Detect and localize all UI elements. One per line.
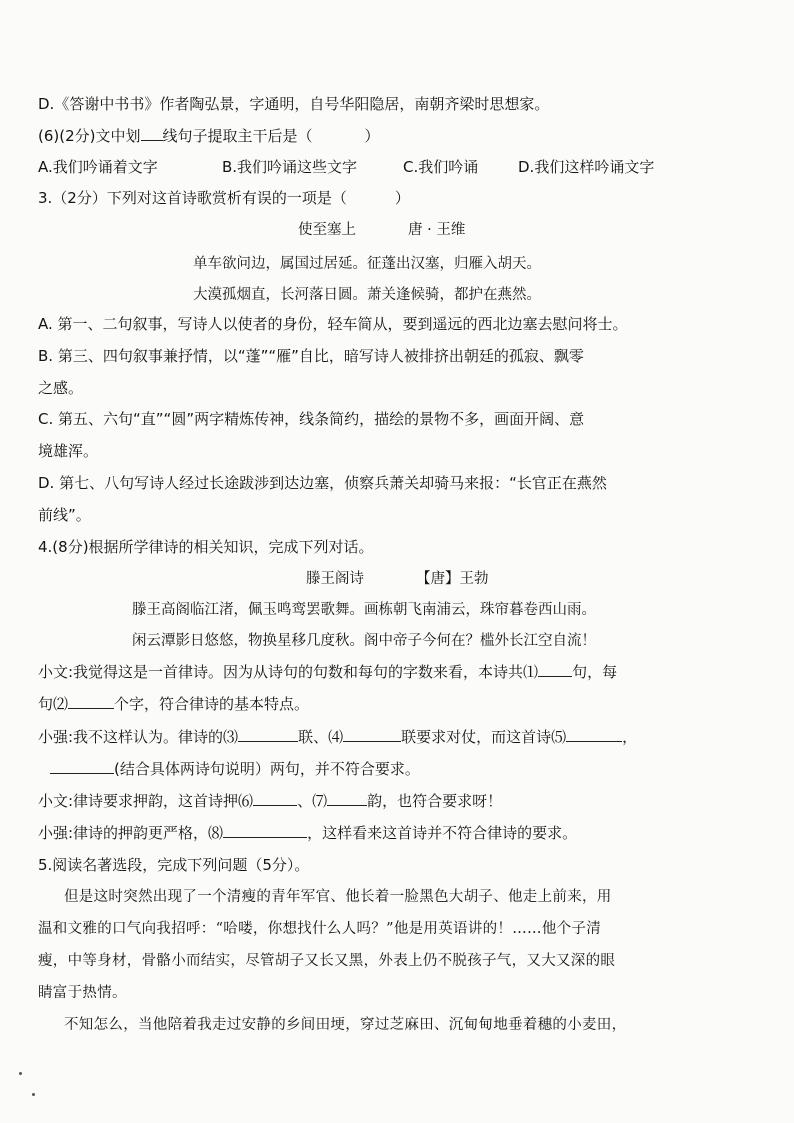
q3-stem [38, 188, 410, 208]
q2-sub6-option-b: B.我们吟诵这些文字 [222, 158, 358, 176]
q4-dialog-xiaowen-2 [38, 791, 502, 811]
q3-stem-text: 3.（2分）下列对这首诗歌赏析有误的一项是（ [38, 189, 347, 207]
q5-passage-p1-l4: 睛富于热情。 [38, 985, 127, 1001]
q4-dialog-xiaowen-1b [38, 694, 309, 714]
q4-xw3-text-c: 韵，也符合要求呀！ [367, 792, 503, 810]
q3-poem-title: 使至塞上 [298, 222, 356, 238]
q4-xq3-text-a: 小强:律诗的押韵更严格，⑻ [38, 824, 224, 842]
q3-poem-author: 唐 · 王维 [408, 222, 466, 238]
q4-xq1-text-a: 小强:我不这样认为。律诗的⑶ [38, 728, 239, 746]
q3-option-c-line2: 境雄浑。 [38, 442, 99, 460]
q2-sub6-prefix: (6)(2分)文中划 [38, 127, 141, 145]
q3-option-c-line1: C. 第五、六句“直”“圆”两字精炼传神，线条简约，描绘的景物不多，画面开阔、意 [38, 410, 585, 428]
scan-speck [19, 1072, 22, 1075]
q4-xw1-text-b: 句，每 [572, 663, 618, 681]
answer-blank-4 [343, 727, 401, 742]
q4-xw2-text-a: 句⑵ [38, 695, 69, 713]
q5-passage-p2-l1: 不知怎么，当他陪着我走过安静的乡间田埂，穿过芝麻田、沉甸甸地垂着穗的小麦田， [64, 1017, 627, 1033]
q2-sub6-stem [38, 126, 380, 146]
q2-sub6-close: ） [364, 127, 380, 145]
q4-xw2-text-b: 个字，符合律诗的基本特点。 [114, 695, 310, 713]
q4-xq2-text-b: (结合具体两诗句说明）两句，并不符合要求。 [114, 760, 420, 778]
q5-passage-p1-l2: 温和文雅的口气向我招呼：“哈喽，你想找什么人吗？”他是用英语讲的！……他个子清 [38, 921, 602, 937]
q2-sub6-option-c: C.我们吟诵 [403, 158, 479, 176]
answer-blank-3 [238, 727, 298, 742]
q4-dialog-xiaoqiang-1 [38, 727, 637, 747]
answer-blank-6 [253, 791, 297, 806]
q4-xq1-text-d: ， [622, 728, 638, 746]
q5-passage-p1-l1: 但是这时突然出现了一个清瘦的青年军官、他长着一脸黑色大胡子、他走上前来，用 [64, 889, 612, 905]
answer-blank-8 [223, 823, 307, 838]
q4-poem-line-2: 闲云潭影日悠悠，物换星移几度秋。阁中帝子今何在？槛外长江空自流！ [132, 633, 596, 649]
q4-poem-author: 【唐】王勃 [416, 571, 489, 587]
q3-option-d-line2: 前线”。 [38, 506, 91, 524]
q2-option-d: D.《答谢中书书》作者陶弘景，字通明，自号华阳隐居，南朝齐梁时思想家。 [38, 95, 550, 113]
q3-stem-close: ） [394, 189, 410, 207]
underline-blank [141, 126, 163, 141]
q3-poem-line-1: 单车欲问边，属国过居延。征蓬出汉塞，归雁入胡天。 [193, 256, 541, 272]
q5-stem: 5.阅读名著选段，完成下列问题（5分）。 [38, 856, 310, 874]
q4-xq3-text-b: ，这样看来这首诗并不符合律诗的要求。 [307, 824, 578, 842]
q3-option-b-line1: B. 第三、四句叙事兼抒情，以“蓬”“雁”自比，暗写诗人被排挤出朝廷的孤寂、飘零 [38, 347, 584, 365]
q4-dialog-xiaoqiang-1b [50, 759, 420, 779]
q4-xw3-text-a: 小文:律诗要求押韵，这首诗押⑹ [38, 792, 254, 810]
answer-blank-5b [50, 759, 114, 774]
q4-dialog-xiaowen-1 [38, 662, 617, 682]
q4-poem-line-1: 滕王高阁临江渚，佩玉鸣鸾罢歌舞。画栋朝飞南浦云，珠帘暮卷西山雨。 [132, 602, 596, 618]
q4-xq1-text-c: 联要求对仗，而这首诗⑸ [401, 728, 567, 746]
q5-passage-p1-l3: 瘦，中等身材，骨骼小而结实，尽管胡子又长又黑，外表上仍不脱孩子气，又大又深的眼 [38, 953, 616, 969]
q3-option-b-line2: 之感。 [38, 379, 84, 397]
q2-sub6-option-d: D.我们这样吟诵文字 [518, 158, 655, 176]
q4-poem-title: 滕王阁诗 [306, 571, 364, 587]
q2-sub6-suffix: 线句子提取主干后是（ [162, 127, 313, 145]
q3-option-a: A. 第一、二句叙事，写诗人以使者的身份，轻车简从，要到遥远的西北边塞去慰问将士。 [38, 315, 628, 333]
q3-poem-line-2: 大漠孤烟直，长河落日圆。萧关逢候骑，都护在燕然。 [193, 287, 541, 303]
q4-xq1-text-b: 联、⑷ [298, 728, 344, 746]
answer-blank-2 [68, 694, 114, 709]
q4-xw1-text-a: 小文:我觉得这是一首律诗。因为从诗句的句数和每句的字数来看，本诗共⑴ [38, 663, 539, 681]
answer-blank-5 [566, 727, 622, 742]
q3-option-d-line1: D. 第七、八句写诗人经过长途跋涉到达边塞，侦察兵萧关却骑马来报：“长官正在燕然 [38, 474, 607, 492]
q4-xw3-text-b: 、⑺ [297, 792, 328, 810]
q2-sub6-option-a: A.我们吟诵着文字 [38, 158, 158, 176]
q4-dialog-xiaoqiang-2 [38, 823, 577, 843]
q4-stem: 4.(8分)根据所学律诗的相关知识，完成下列对话。 [38, 538, 374, 556]
answer-blank-7 [327, 791, 367, 806]
scan-speck [32, 1093, 35, 1096]
answer-blank-1 [538, 662, 572, 677]
